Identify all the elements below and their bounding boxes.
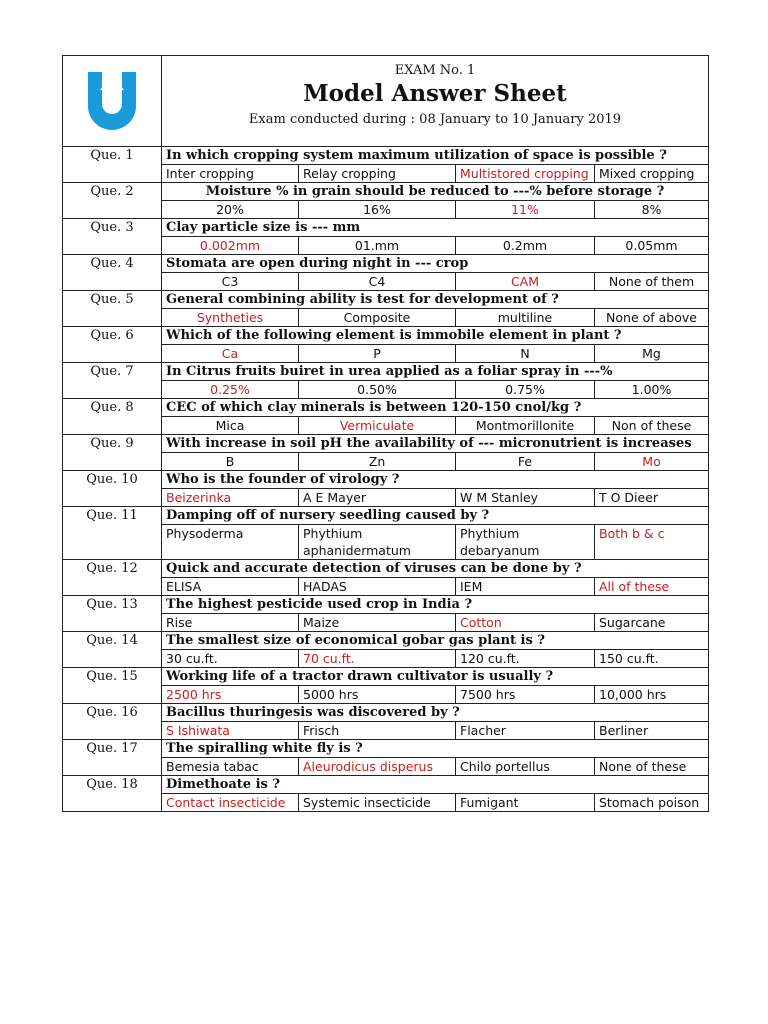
answer-option: Composite (299, 309, 456, 327)
answer-option: 0.2mm (456, 237, 595, 255)
question-row (63, 219, 709, 237)
answer-option: 7500 hrs (456, 686, 595, 704)
answer-option: 01.mm (299, 237, 456, 255)
question-text: Quick and accurate detection of viruses can be done by ? (162, 560, 709, 578)
question-text: Bacillus thuringesis was discovered by ? (162, 704, 709, 722)
question-row (63, 147, 709, 165)
answer-option: Systemic insecticide (299, 794, 456, 812)
answer-option: multiline (456, 309, 595, 327)
question-row (63, 632, 709, 650)
answer-option: HADAS (299, 578, 456, 596)
question-row (63, 596, 709, 614)
question-text: In Citrus fruits buiret in urea applied as a foliar spray in ---% (162, 363, 709, 381)
answer-option: C4 (299, 273, 456, 291)
answer-option: Chilo portellus (456, 758, 595, 776)
exam-number: EXAM No. 1 (394, 63, 476, 78)
question-text: In which cropping system maximum utilization of space is possible ? (162, 147, 709, 165)
answer-option: Inter cropping (162, 165, 299, 183)
answer-option: Phythium debaryanum (456, 525, 595, 560)
question-text: With increase in soil pH the availability of --- micronutrient is increases (162, 435, 709, 453)
question-number: Que. 16 (63, 704, 162, 740)
exam-dates: Exam conducted during : 08 January to 10 January 2019 (248, 112, 622, 127)
answer-option: Non of these (595, 417, 709, 435)
correct-answer-option: 0.25% (162, 381, 299, 399)
answer-option: Berliner (595, 722, 709, 740)
answer-option: Rise (162, 614, 299, 632)
correct-answer-option: All of these (595, 578, 709, 596)
question-text: The spiralling white fly is ? (162, 740, 709, 758)
question-number: Que. 17 (63, 740, 162, 776)
answer-option: Bemesia tabac (162, 758, 299, 776)
logo-cell (63, 56, 162, 147)
correct-answer-option: Mo (595, 453, 709, 471)
question-row (63, 327, 709, 345)
question-row (63, 255, 709, 273)
answer-option: Fe (456, 453, 595, 471)
question-row (63, 507, 709, 525)
question-number: Que. 11 (63, 507, 162, 560)
question-text: The smallest size of economical gobar gas plant is ? (162, 632, 709, 650)
answer-option: 0.75% (456, 381, 595, 399)
question-row (63, 291, 709, 309)
answer-option: 150 cu.ft. (595, 650, 709, 668)
answer-option: None of above (595, 309, 709, 327)
correct-answer-option: CAM (456, 273, 595, 291)
question-number: Que. 9 (63, 435, 162, 471)
question-number: Que. 5 (63, 291, 162, 327)
correct-answer-option: Aleurodicus disperus (299, 758, 456, 776)
answer-sheet-body (63, 56, 709, 812)
answer-option: 30 cu.ft. (162, 650, 299, 668)
correct-answer-option: Contact insecticide (162, 794, 299, 812)
correct-answer-option: Ca (162, 345, 299, 363)
answer-option: Relay cropping (299, 165, 456, 183)
page-title: Model Answer Sheet (303, 80, 567, 107)
header-row (63, 56, 709, 147)
answer-option: None of them (595, 273, 709, 291)
answer-option: A E Mayer (299, 489, 456, 507)
correct-answer-option: S Ishiwata (162, 722, 299, 740)
answer-option: T O Dieer (595, 489, 709, 507)
correct-answer-option: Syntheties (162, 309, 299, 327)
answer-option: C3 (162, 273, 299, 291)
answer-option: N (456, 345, 595, 363)
answer-option: 120 cu.ft. (456, 650, 595, 668)
question-row (63, 363, 709, 381)
question-row (63, 399, 709, 417)
question-number: Que. 2 (63, 183, 162, 219)
correct-answer-option: 2500 hrs (162, 686, 299, 704)
answer-option: 1.00% (595, 381, 709, 399)
answer-option: Frisch (299, 722, 456, 740)
question-number: Que. 7 (63, 363, 162, 399)
question-text: Who is the founder of virology ? (162, 471, 709, 489)
question-row (63, 740, 709, 758)
question-text: Stomata are open during night in --- crop (162, 255, 709, 273)
correct-answer-option: Multistored cropping (456, 165, 595, 183)
answer-option: Mixed cropping (595, 165, 709, 183)
answer-option: Physoderma (162, 525, 299, 560)
question-text: Clay particle size is --- mm (162, 219, 709, 237)
answer-option: Mg (595, 345, 709, 363)
answer-option: Sugarcane (595, 614, 709, 632)
header-text-cell (162, 56, 709, 147)
question-number: Que. 15 (63, 668, 162, 704)
question-text: Moisture % in grain should be reduced to ---% before storage ? (162, 183, 709, 201)
answer-option: Fumigant (456, 794, 595, 812)
question-number: Que. 6 (63, 327, 162, 363)
question-row (63, 704, 709, 722)
answer-option: Phythium aphanidermatum (299, 525, 456, 560)
question-number: Que. 18 (63, 776, 162, 812)
answer-option: 0.50% (299, 381, 456, 399)
answer-option: Montmorillonite (456, 417, 595, 435)
question-number: Que. 8 (63, 399, 162, 435)
question-row (63, 668, 709, 686)
answer-option: B (162, 453, 299, 471)
question-number: Que. 3 (63, 219, 162, 255)
question-row (63, 776, 709, 794)
question-number: Que. 14 (63, 632, 162, 668)
answer-option: Maize (299, 614, 456, 632)
correct-answer-option: Vermiculate (299, 417, 456, 435)
answer-option: 20% (162, 201, 299, 219)
question-text: The highest pesticide used crop in India ? (162, 596, 709, 614)
answer-option: Flacher (456, 722, 595, 740)
question-row (63, 435, 709, 453)
correct-answer-option: 0.002mm (162, 237, 299, 255)
answer-option: 8% (595, 201, 709, 219)
question-text: Damping off of nursery seedling caused by ? (162, 507, 709, 525)
question-row (63, 471, 709, 489)
correct-answer-option: Both b & c (595, 525, 709, 560)
answer-sheet-table (62, 55, 709, 812)
answer-option: ELISA (162, 578, 299, 596)
question-text: Which of the following element is immobile element in plant ? (162, 327, 709, 345)
question-text: Dimethoate is ? (162, 776, 709, 794)
correct-answer-option: Cotton (456, 614, 595, 632)
question-number: Que. 10 (63, 471, 162, 507)
question-text: CEC of which clay minerals is between 120-150 cnol/kg ? (162, 399, 709, 417)
correct-answer-option: 11% (456, 201, 595, 219)
upward-arrow-logo-icon (84, 64, 140, 139)
answer-option: Mica (162, 417, 299, 435)
question-number: Que. 1 (63, 147, 162, 183)
question-text: General combining ability is test for development of ? (162, 291, 709, 309)
correct-answer-option: Beizerinka (162, 489, 299, 507)
answer-option: 10,000 hrs (595, 686, 709, 704)
question-number: Que. 12 (63, 560, 162, 596)
question-row (63, 560, 709, 578)
answer-option: Stomach poison (595, 794, 709, 812)
answer-option: 16% (299, 201, 456, 219)
question-number: Que. 13 (63, 596, 162, 632)
question-row (63, 183, 709, 201)
correct-answer-option: 70 cu.ft. (299, 650, 456, 668)
question-number: Que. 4 (63, 255, 162, 291)
answer-option: 0.05mm (595, 237, 709, 255)
answer-option: 5000 hrs (299, 686, 456, 704)
question-text: Working life of a tractor drawn cultivator is usually ? (162, 668, 709, 686)
answer-option: Zn (299, 453, 456, 471)
answer-option: None of these (595, 758, 709, 776)
answer-option: W M Stanley (456, 489, 595, 507)
answer-option: IEM (456, 578, 595, 596)
answer-option: P (299, 345, 456, 363)
